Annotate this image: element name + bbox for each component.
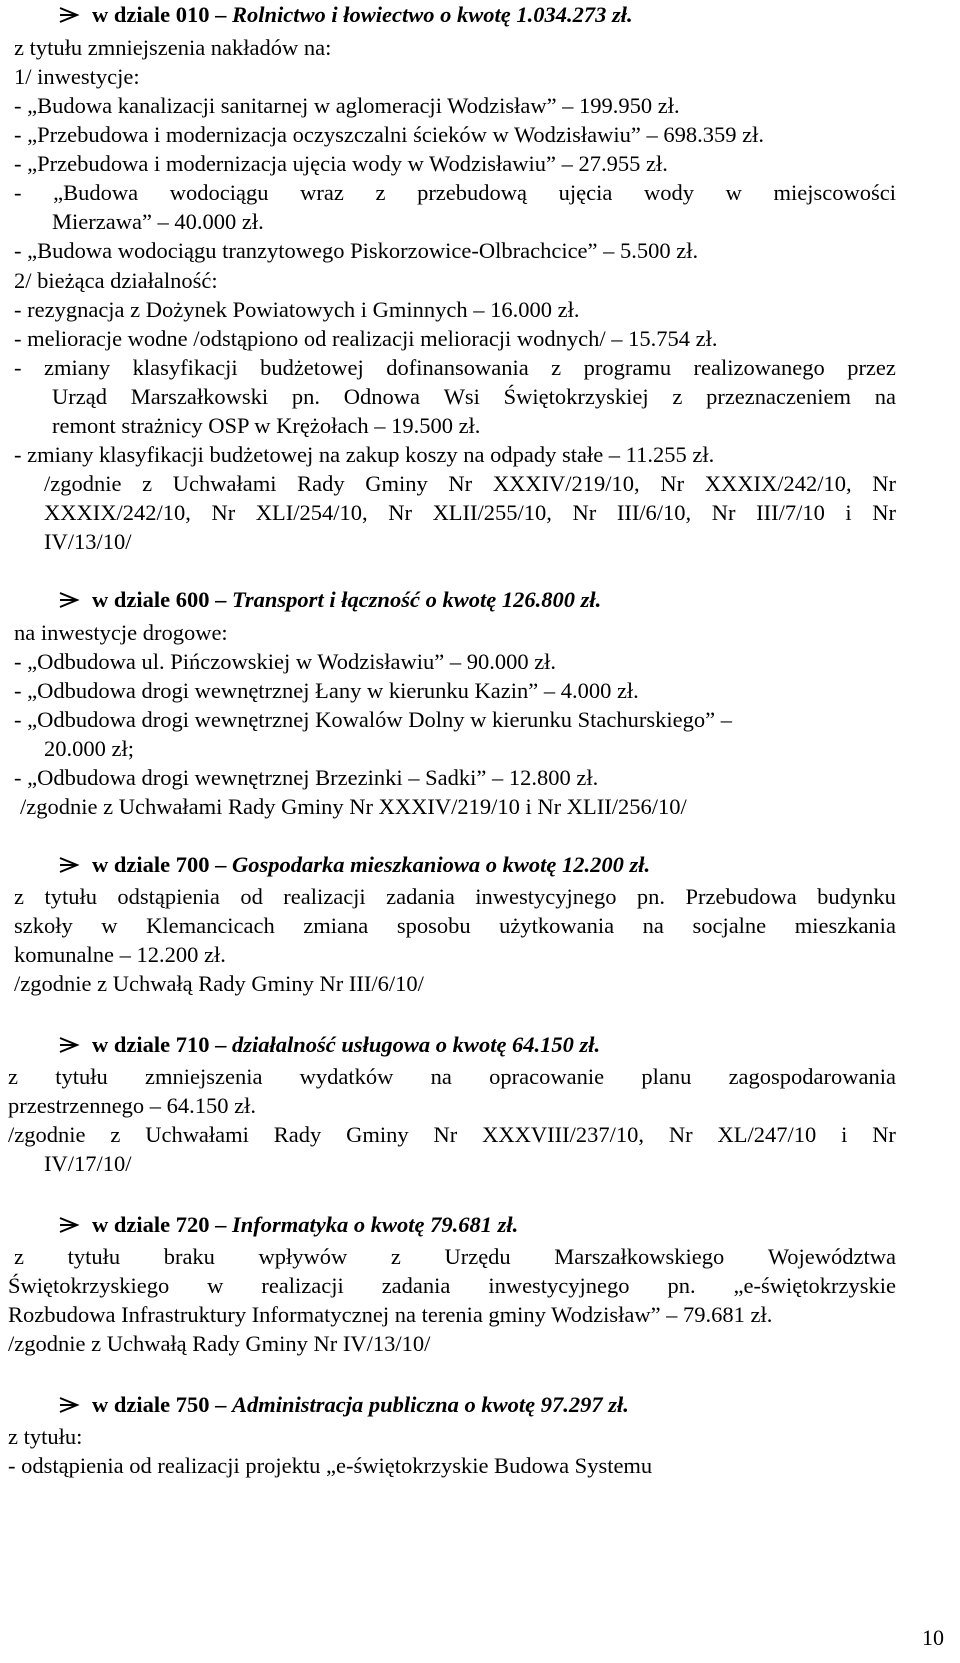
section-heading: w dziale 710 – działalność usługowa o kwotę 64.150 zł. bbox=[92, 1032, 601, 1057]
text-line: /zgodnie z Uchwałami Rady Gminy Nr XXXVIII/237/10, Nr XL/247/10 i Nr bbox=[8, 1122, 896, 1147]
arrow-bullet-icon bbox=[58, 590, 80, 610]
list-item: - „Odbudowa drogi wewnętrznej Łany w kierunku Kazin” – 4.000 zł. bbox=[14, 678, 639, 703]
list-item: - melioracje wodne /odstąpiono od realizacji melioracji wodnych/ – 15.754 zł. bbox=[14, 326, 718, 351]
text-line: /zgodnie z Uchwałą Rady Gminy Nr IV/13/10/ bbox=[8, 1331, 431, 1356]
list-item: - „Odbudowa drogi wewnętrznej Kowalów Dolny w kierunku Stachurskiego” – bbox=[14, 707, 732, 732]
list-item: - zmiany klasyfikacji budżetowej dofinansowania z programu realizowanego przez bbox=[14, 355, 896, 380]
section-heading: w dziale 750 – Administracja publiczna o kwotę 97.297 zł. bbox=[92, 1392, 629, 1417]
text-line: z tytułu zmniejszenia wydatków na opracowanie planu zagospodarowania bbox=[8, 1064, 896, 1089]
list-item: - „Przebudowa i modernizacja ujęcia wody w Wodzisławiu” – 27.955 zł. bbox=[14, 151, 668, 176]
text-line: szkoły w Klemancicach zmiana sposobu użytkowania na socjalne mieszkania bbox=[14, 913, 896, 938]
list-item: - odstąpienia od realizacji projektu „e-świętokrzyskie Budowa Systemu bbox=[8, 1453, 653, 1478]
arrow-bullet-icon bbox=[58, 5, 80, 25]
page-number: 10 bbox=[922, 1625, 944, 1650]
text-line: IV/17/10/ bbox=[44, 1151, 132, 1176]
text-line: z tytułu: bbox=[8, 1424, 83, 1449]
list-item: - „Budowa wodociągu wraz z przebudową ujęcia wody w miejscowości bbox=[14, 180, 896, 205]
text-line: przestrzennego – 64.150 zł. bbox=[8, 1093, 257, 1118]
text-line: 1/ inwestycje: bbox=[14, 64, 140, 89]
text-line: 2/ bieżąca działalność: bbox=[14, 268, 218, 293]
text-line: Mierzawa” – 40.000 zł. bbox=[52, 209, 264, 234]
text-line: z tytułu braku wpływów z Urzędu Marszałkowskiego Województwa bbox=[14, 1244, 896, 1269]
text-line: XXXIX/242/10, Nr XLI/254/10, Nr XLII/255/10, Nr III/6/10, Nr III/7/10 i Nr bbox=[44, 500, 896, 525]
section-heading: w dziale 700 – Gospodarka mieszkaniowa o kwotę 12.200 zł. bbox=[92, 852, 651, 877]
text-line: Urząd Marszałkowski pn. Odnowa Wsi Świętokrzyskiej z przeznaczeniem na bbox=[52, 384, 896, 409]
text-line: remont strażnicy OSP w Krężołach – 19.500 zł. bbox=[52, 413, 481, 438]
text-line: komunalne – 12.200 zł. bbox=[14, 942, 226, 967]
text-line: z tytułu odstąpienia od realizacji zadania inwestycyjnego pn. Przebudowa budynku bbox=[14, 884, 896, 909]
arrow-bullet-icon bbox=[58, 855, 80, 875]
section-heading: w dziale 010 – Rolnictwo i łowiectwo o kwotę 1.034.273 zł. bbox=[92, 2, 633, 27]
list-item: - „Budowa wodociągu tranzytowego Piskorzowice-Olbrachcice” – 5.500 zł. bbox=[14, 238, 699, 263]
list-item: - „Odbudowa drogi wewnętrznej Brzezinki – Sadki” – 12.800 zł. bbox=[14, 765, 599, 790]
text-line: /zgodnie z Uchwałą Rady Gminy Nr III/6/10/ bbox=[14, 971, 424, 996]
text-line: na inwestycje drogowe: bbox=[14, 620, 228, 645]
text-line: z tytułu zmniejszenia nakładów na: bbox=[14, 35, 332, 60]
arrow-bullet-icon bbox=[58, 1035, 80, 1055]
text-line: /zgodnie z Uchwałami Rady Gminy Nr XXXIV/219/10, Nr XXXIX/242/10, Nr bbox=[44, 471, 896, 496]
text-line: IV/13/10/ bbox=[44, 529, 132, 554]
section-heading: w dziale 720 – Informatyka o kwotę 79.681 zł. bbox=[92, 1212, 519, 1237]
arrow-bullet-icon bbox=[58, 1395, 80, 1415]
section-heading: w dziale 600 – Transport i łączność o kwotę 126.800 zł. bbox=[92, 587, 602, 612]
list-item: - „Budowa kanalizacji sanitarnej w aglomeracji Wodzisław” – 199.950 zł. bbox=[14, 93, 680, 118]
list-item: - „Odbudowa ul. Pińczowskiej w Wodzisławiu” – 90.000 zł. bbox=[14, 649, 557, 674]
list-item: - rezygnacja z Dożynek Powiatowych i Gminnych – 16.000 zł. bbox=[14, 297, 580, 322]
list-item: - „Przebudowa i modernizacja oczyszczalni ścieków w Wodzisławiu” – 698.359 zł. bbox=[14, 122, 765, 147]
text-line: /zgodnie z Uchwałami Rady Gminy Nr XXXIV/219/10 i Nr XLII/256/10/ bbox=[20, 794, 687, 819]
arrow-bullet-icon bbox=[58, 1215, 80, 1235]
text-line: 20.000 zł; bbox=[44, 736, 134, 761]
text-line: Rozbudowa Infrastruktury Informatycznej na terenia gminy Wodzisław” – 79.681 zł. bbox=[8, 1302, 773, 1327]
list-item: - zmiany klasyfikacji budżetowej na zakup koszy na odpady stałe – 11.255 zł. bbox=[14, 442, 715, 467]
text-line: Świętokrzyskiego w realizacji zadania inwestycyjnego pn. „e-świętokrzyskie bbox=[8, 1273, 896, 1298]
